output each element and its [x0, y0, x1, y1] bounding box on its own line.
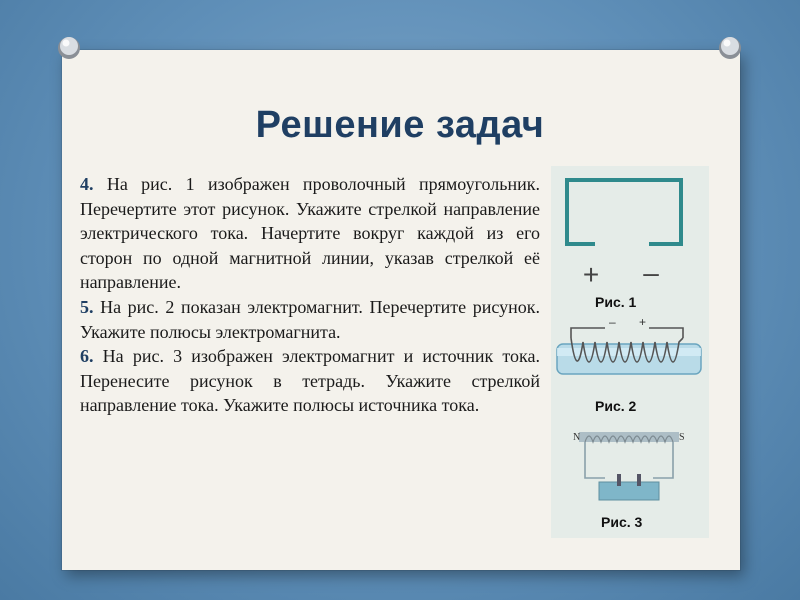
problem-4: [80, 172, 540, 295]
figures-panel: [551, 166, 709, 538]
figure-3-electromagnet-source: [551, 422, 709, 522]
fig2-plus-sign: +: [639, 315, 647, 329]
pushpin-icon: [717, 34, 743, 60]
figure-3-caption: Рис. 3: [601, 514, 643, 530]
pole-s-label: S: [679, 432, 685, 443]
figure-1-caption: Рис. 1: [595, 294, 637, 310]
problem-text: На рис. 1 изображен проволочный прямоугольник. Перечертите этот рисунок. Укажите стрелкой направление электрического тока. Начертите вокруг каждой из его сторон по одной магнитной линии, указав стрелкой её направление.: [80, 174, 540, 293]
fig1-plus-sign: +: [582, 259, 600, 290]
current-source: [599, 482, 659, 500]
figure-1-wire-rectangle: [551, 166, 709, 306]
pole-n-label: N: [573, 432, 581, 443]
figure-2-caption: Рис. 2: [595, 398, 637, 414]
problem-number: 6.: [80, 346, 94, 367]
problem-number: 5.: [80, 296, 94, 317]
problem-text: На рис. 2 показан электромагнит. Перечертите рисунок. Укажите полюсы электромагнита.: [80, 296, 541, 342]
pushpin-icon: [56, 34, 82, 60]
problem-number: 4.: [80, 174, 94, 194]
circuit-wire: [585, 442, 673, 478]
slide-title: Решение задач: [255, 104, 545, 146]
fig2-minus-sign: –: [609, 315, 616, 329]
problem-6: [80, 344, 540, 418]
wire-loop: [567, 180, 681, 244]
figure-2-electromagnet: [551, 314, 709, 404]
problem-text: На рис. 3 изображен электромагнит и источник тока. Перенесите рисунок в тетрадь. Укажите стрелкой направление тока. Укажите полюсы источника тока.: [80, 346, 541, 416]
problem-5: [80, 295, 540, 344]
problems-text: [80, 172, 540, 418]
fig1-minus-sign: –: [643, 257, 659, 288]
